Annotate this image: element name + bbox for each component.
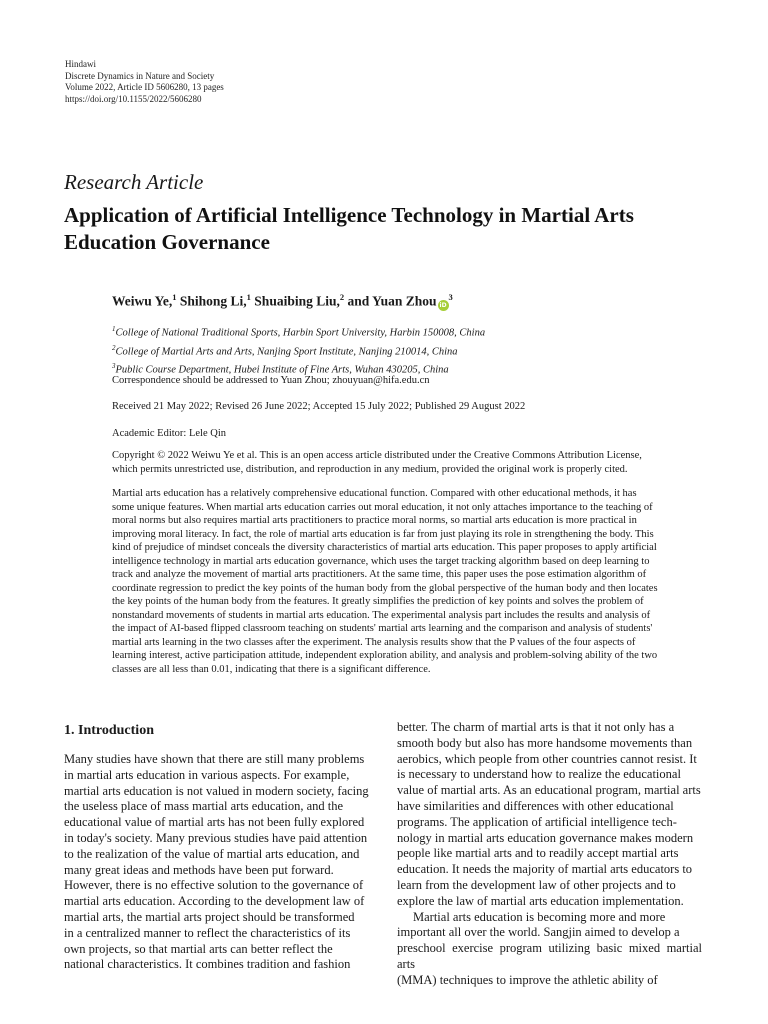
affiliation-item: $^3$Public Course Department, Hubei Institute of Fine Arts, Wuhan 430205, China <box>112 362 449 376</box>
author-name: and Yuan Zhou <box>347 293 437 309</box>
author-affil-mark: 1 <box>172 292 177 302</box>
journal-header <box>65 59 224 105</box>
intro-paragraph: Many studies have shown that there are still many problems in martial arts education in various aspects. For example, martial arts education is not valued in modern society, facing the useless place of mass martial arts education, and the educational value of martial arts has not been fully explored in today's society. Many previous studies have paid attention to the realization of the value of martial arts education, and many great ideas and methods have been put forward. However, there is no effective solution to the governance of martial arts education. According to the development law of martial arts, the martial arts project should be transformed in a centralized manner to reflect the characteristics of its own projects, so that martial arts can better reflect the national characteristics. It combines tradition and fashion <box>64 752 369 972</box>
right-column <box>397 720 702 989</box>
author-name: Shihong Li, <box>179 293 247 309</box>
affiliations <box>112 322 485 378</box>
abstract: Martial arts education has a relatively comprehensive educational function. Compared with other educational methods, it has some unique features. When martial arts education carries out moral education, it not only attaches importance to the teaching of moral norms but also requires martial arts practitioners to practice moral norms, so martial arts education is more practical in improving moral literacy. In fact, the role of martial arts education is far from just playing its role in strengthening the body. This kind of prejudice of mindset conceals the diversity characteristics of martial arts education. This paper proposes to apply artificial intelligence technology in martial arts education governance, which uses the target tracking algorithm based on deep learning to track and analyze the movement of martial arts practitioners. At the same time, this paper uses the pose estimation algorithm of coordinate regression to predict the key points of the human body from the global perspective of the human body and then locates the key points of the human body from the features. It greatly simplifies the prediction of key points and solves the problem of nonstandard movements of students in martial arts education. The experimental analysis part includes the results and analysis of the impact of AI-based flipped classroom teaching on students' martial arts learning and the comparison and analysis of students' martial arts learning in the two classes after the experiment. The analysis results show that the P values of the four aspects of learning interest, active participation attitude, independent exploration ability, and analysis and problem-solving ability of the two classes are all less than 0.01, indicating that there is a significant difference. <box>112 488 658 675</box>
intro-paragraph: better. The charm of martial arts is that it not only has a smooth body but also has more handsome movements than aerobics, which people from other countries cannot resist. It is necessary to understand how to realize the educational value of martial arts. As an educational program, martial arts have similarities and differences with other educational programs. The application of artificial intelligence tech- nology in martial arts education governance makes modern people like martial arts and to readily accept martial arts education. It needs the majority of martial arts educators to learn from the development law of other projects and to explore the law of martial arts education implementation. <box>397 720 701 908</box>
left-column <box>64 722 369 973</box>
doi-link[interactable]: https://doi.org/10.1155/2022/5606280 <box>65 93 202 104</box>
publication-dates: Received 21 May 2022; Revised 26 June 2022; Accepted 15 July 2022; Published 29 August 2022 <box>112 401 526 412</box>
academic-editor: Academic Editor: Lele Qin <box>112 428 226 439</box>
volume-info: Volume 2022, Article ID 5606280, 13 pages <box>65 82 224 92</box>
author-affil-mark: 1 <box>246 292 251 302</box>
author-name: Weiwu Ye, <box>112 293 173 309</box>
journal-name: Discrete Dynamics in Nature and Society <box>65 70 215 81</box>
affiliation-item: $^1$College of National Traditional Sports, Harbin Sport University, Harbin 150008, China <box>112 325 486 339</box>
section-heading: 1. Introduction <box>64 723 154 738</box>
author-name: Shuaibing Liu, <box>254 293 340 309</box>
author-affil-mark: 3 <box>448 292 453 302</box>
orcid-icon[interactable]: iD <box>439 301 447 309</box>
publisher: Hindawi <box>65 59 96 69</box>
paper-title: Application of Artificial Intelligence Technology in Martial Arts Education Governance <box>64 203 634 254</box>
author-affil-mark: 2 <box>339 292 345 302</box>
affiliation-item: $^2$College of Martial Arts and Arts, Nanjing Sport Institute, Nanjing 210014, China <box>112 343 458 357</box>
article-type: Research Article <box>64 170 204 194</box>
author-list <box>112 292 453 311</box>
copyright-notice: Copyright © 2022 Weiwu Ye et al. This is an open access article distributed under the Creative Commons Attribution License, which permits unrestricted use, distribution, and reproduction in any medium, provided the original work is properly cited. <box>112 450 642 475</box>
correspondence: Correspondence should be addressed to Yuan Zhou; zhouyuan@hifa.edu.cn <box>112 375 430 386</box>
intro-paragraph: Martial arts education is becoming more and more important all over the world. Sangjin aimed to develop a preschool exercise program utilizing basic mixed martial arts (MMA) techniques to improve the athletic ability of <box>397 909 702 987</box>
